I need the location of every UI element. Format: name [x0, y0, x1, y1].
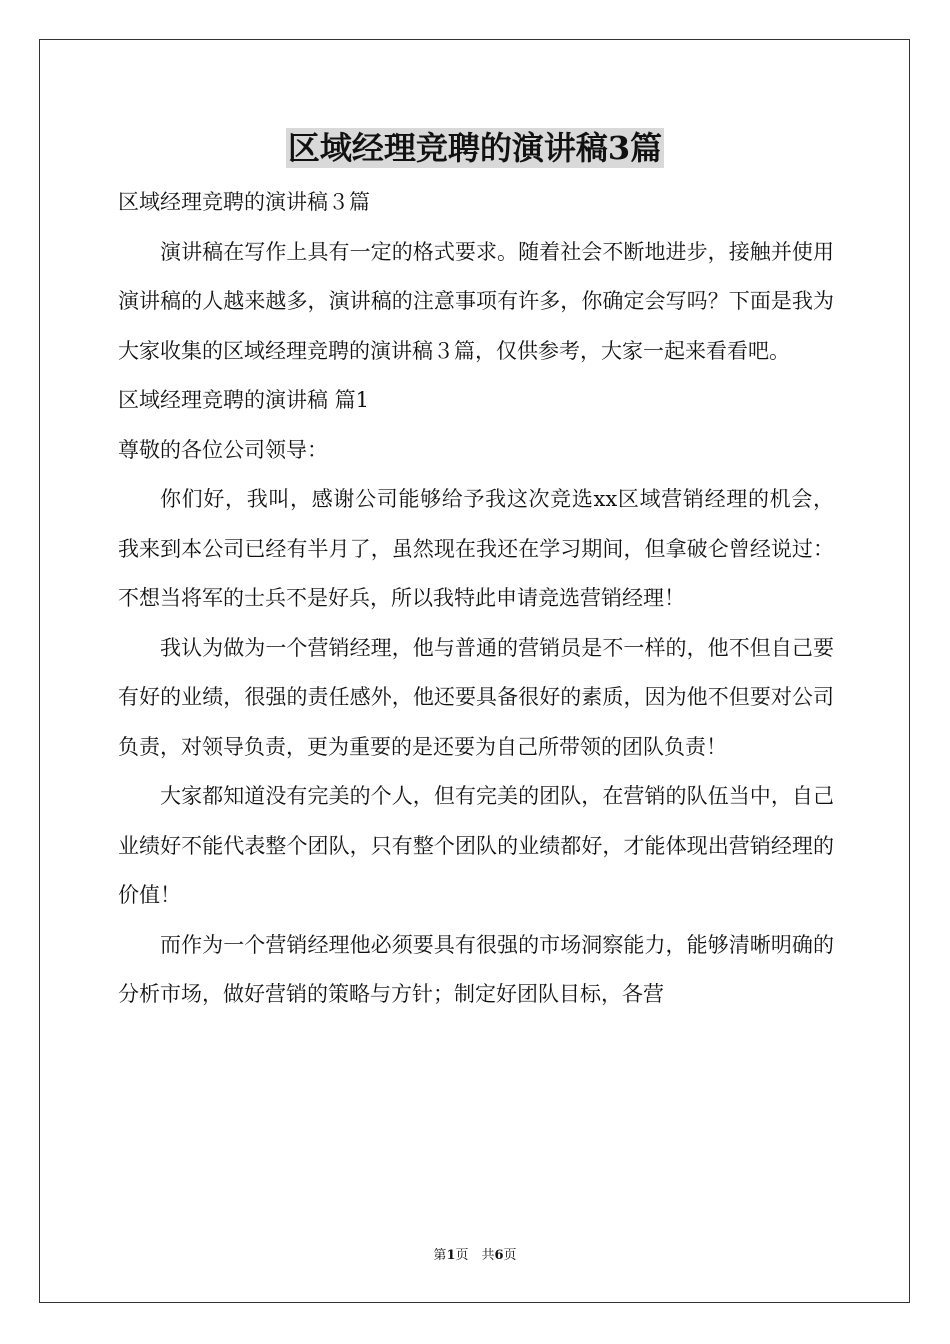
section-heading-1: 区域经理竞聘的演讲稿 篇1 [118, 388, 370, 412]
paragraph-3: 大家都知道没有完美的个人，但有完美的团队，在营销的队伍当中，自己业绩好不能代表整个团队，只有整个团队的业绩都好，才能体现出营销经理的价值！ [118, 784, 834, 907]
paragraph-2: 我认为做为一个营销经理，他与普通的营销员是不一样的，他不但自己要有好的业绩，很强的责任感外，他还要具备很好的素质，因为他不但要对公司负责，对领导负责，更为重要的是还要为自己所带领的团队负责！ [118, 635, 834, 759]
paragraph-4: 而作为一个营销经理他必须要具有很强的市场洞察能力，能够清晰明确的分析市场，做好营销的策略与方针；制定好团队目标，各营 [118, 932, 834, 1006]
footer-page-current: 1 [446, 1248, 456, 1263]
paragraph-1: 你们好，我叫，感谢公司能够给予我这次竞选xx区域营销经理的机会，我来到本公司已经有半月了，虽然现在我还在学习期间，但拿破仑曾经说过：不想当将军的士兵不是好兵，所以我特此申请竞选营销经理！ [118, 487, 834, 610]
title-wrap [0, 128, 950, 168]
footer-page-suffix: 页 [503, 1248, 517, 1263]
footer-page-mid: 页 共 [455, 1248, 495, 1263]
paragraph-intro: 演讲稿在写作上具有一定的格式要求。随着社会不断地进步，接触并使用演讲稿的人越来越多，演讲稿的注意事项有许多，你确定会写吗？下面是我为大家收集的区域经理竞聘的演讲稿３篇，仅供参考，大家一起来看看吧。 [118, 239, 834, 363]
document-subtitle: 区域经理竞聘的演讲稿３篇 [118, 190, 370, 214]
document-body [118, 178, 834, 1020]
footer-page-total: 6 [494, 1248, 504, 1263]
footer-page-prefix: 第 [433, 1248, 447, 1263]
document-title: 区域经理竞聘的演讲稿3篇 [287, 129, 663, 167]
salutation: 尊敬的各位公司领导： [118, 437, 328, 462]
page-footer [0, 1244, 950, 1263]
